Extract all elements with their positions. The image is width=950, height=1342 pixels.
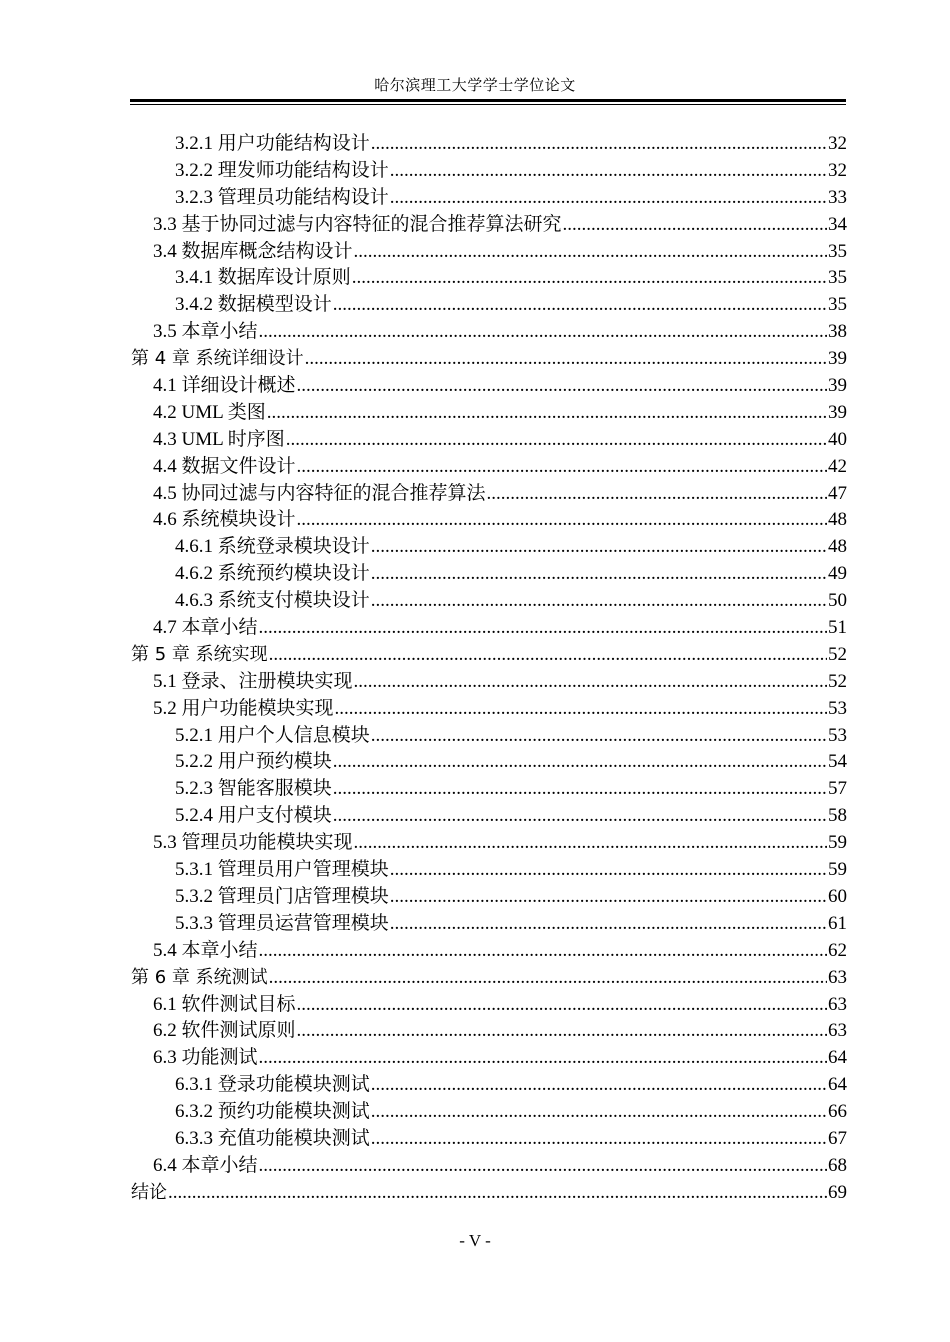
toc-entry[interactable] [131,938,847,965]
toc-entry[interactable] [131,1153,847,1180]
toc-entry-title: 3.3 基于协同过滤与内容特征的混合推荐算法研究 [153,213,562,235]
toc-entry[interactable] [131,803,847,830]
toc-dot-leader [371,1072,827,1099]
toc-entry-page: 67 [828,1127,847,1149]
toc-entry-title: 5.2 用户功能模块实现 [153,697,334,719]
toc-dot-leader [390,911,827,938]
toc-entry-page: 32 [828,133,847,154]
toc-entry-page: 35 [828,267,847,289]
toc-entry[interactable] [131,373,847,400]
toc-dot-leader [354,830,827,857]
toc-dot-leader [354,669,827,696]
toc-entry-title: 5.3.1 管理员用户管理模块 [175,859,389,881]
toc-dot-leader [352,265,827,292]
toc-entry-title: 6.3 功能测试 [153,1047,258,1069]
toc-entry-title: 5.3.2 管理员门店管理模块 [175,885,389,907]
header-rule-thin [130,104,846,105]
toc-dot-leader [333,292,827,319]
toc-entry-title: 4.3 UML 时序图 [153,428,285,450]
toc-entry-title: 6.1 软件测试目标 [153,993,296,1015]
toc-entry-title: 6.3.3 充值功能模块测试 [175,1127,370,1149]
toc-entry[interactable] [131,696,847,723]
toc-entry[interactable] [131,239,847,266]
toc-entry-page: 64 [828,1047,847,1069]
toc-entry[interactable] [131,669,847,696]
toc-dot-leader [269,965,827,992]
toc-entry-page: 38 [828,321,847,343]
toc-entry-page: 60 [828,885,847,907]
toc-entry-title: 6.2 软件测试原则 [153,1020,296,1042]
toc-entry-page: 39 [828,401,847,423]
toc-dot-leader [333,749,827,776]
toc-dot-leader [168,1180,827,1207]
toc-dot-leader [371,588,827,615]
toc-entry-page: 39 [828,348,847,370]
toc-entry[interactable] [131,1126,847,1153]
toc-entry-title: 4.6.3 系统支付模块设计 [175,590,370,612]
toc-dot-leader [286,427,827,454]
toc-entry[interactable] [131,1018,847,1045]
toc-entry-title: 第 4 章 系统详细设计 [131,348,304,370]
toc-entry-title: 5.4 本章小结 [153,939,258,961]
toc-entry-title: 3.5 本章小结 [153,321,258,343]
toc-dot-leader [390,185,827,212]
toc-entry-page: 54 [828,751,847,773]
toc-dot-leader [371,561,827,588]
toc-dot-leader [259,615,827,642]
toc-entry-page: 33 [828,186,847,208]
toc-dot-leader [259,319,827,346]
toc-entry-page: 42 [828,455,847,477]
toc-entry-page: 48 [828,536,847,558]
toc-entry-title: 4.5 协同过滤与内容特征的混合推荐算法 [153,482,486,504]
toc-chapter-entry[interactable] [131,965,847,992]
toc-entry-title: 4.6 系统模块设计 [153,509,296,531]
toc-entry-title: 3.2.3 管理员功能结构设计 [175,186,389,208]
toc-chapter-entry[interactable] [131,642,847,669]
toc-entry-title: 第 5 章 系统实现 [131,643,268,665]
toc-dot-leader [354,239,827,266]
toc-entry-page: 63 [828,1020,847,1042]
toc-entry[interactable] [131,534,847,561]
toc-entry-page: 40 [828,428,847,450]
toc-entry[interactable] [131,265,847,292]
toc-entry-title: 3.4.1 数据库设计原则 [175,267,351,289]
toc-entry[interactable] [131,723,847,750]
toc-entry-title: 5.3 管理员功能模块实现 [153,832,353,854]
toc-dot-leader [371,723,827,750]
toc-entry-title: 3.2.2 理发师功能结构设计 [175,159,389,181]
toc-entry-title: 5.2.3 智能客服模块 [175,778,332,800]
toc-entry-title: 4.7 本章小结 [153,617,258,639]
toc-entry-title: 3.2.1 用户功能结构设计 [175,133,370,154]
toc-entry-page: 50 [828,590,847,612]
toc-entry-page: 61 [828,912,847,934]
toc-dot-leader [269,642,827,669]
toc-entry[interactable] [131,588,847,615]
toc-entry[interactable] [131,185,847,212]
toc-entry-title: 5.2.1 用户个人信息模块 [175,724,370,746]
toc-entry-page: 32 [828,159,847,181]
running-header: 哈尔滨理工大学学士学位论文 [374,78,576,94]
toc-entry[interactable] [131,454,847,481]
toc-entry-title: 5.2.2 用户预约模块 [175,751,332,773]
toc-entry-page: 63 [828,966,847,988]
toc-dot-leader [297,1018,827,1045]
toc-entry-page: 48 [828,509,847,531]
toc-dot-leader [371,1099,827,1126]
toc-entry[interactable] [131,481,847,508]
toc-entry-title: 4.2 UML 类图 [153,401,266,423]
toc-entry[interactable] [131,749,847,776]
toc-entry[interactable] [131,427,847,454]
toc-entry-title: 第 6 章 系统测试 [131,966,268,988]
toc-entry-page: 47 [828,482,847,504]
toc-entry-page: 53 [828,697,847,719]
toc-entry-page: 49 [828,563,847,585]
page-number: - V - [459,1231,491,1250]
toc-entry[interactable] [131,131,847,158]
toc-entry-page: 59 [828,832,847,854]
toc-dot-leader [390,884,827,911]
toc-entry[interactable] [131,1099,847,1126]
toc-entry[interactable] [131,400,847,427]
toc-entry-title: 5.2.4 用户支付模块 [175,805,332,827]
toc-entry[interactable] [131,292,847,319]
toc-entry[interactable] [131,857,847,884]
toc-dot-leader [390,158,827,185]
toc-entry[interactable] [131,1045,847,1072]
toc-entry-title: 结论 [131,1181,167,1203]
toc-entry-title: 4.6.2 系统预约模块设计 [175,563,370,585]
toc-dot-leader [487,481,827,508]
toc-entry[interactable] [131,1072,847,1099]
toc-entry[interactable] [131,911,847,938]
toc-entry-page: 62 [828,939,847,961]
toc-dot-leader [297,507,827,534]
toc-entry[interactable] [131,615,847,642]
toc-entry[interactable] [131,830,847,857]
toc-dot-leader [297,373,827,400]
toc-dot-leader [297,992,827,1019]
toc-entry[interactable] [131,158,847,185]
toc-entry-page: 63 [828,993,847,1015]
toc-dot-leader [297,454,827,481]
toc-entry-page: 57 [828,778,847,800]
toc-entry-title: 3.4 数据库概念结构设计 [153,240,353,262]
toc-entry-page: 59 [828,859,847,881]
toc-entry[interactable] [131,212,847,239]
toc-entry-page: 52 [828,643,847,665]
toc-entry-title: 5.3.3 管理员运营管理模块 [175,912,389,934]
toc-entry-title: 4.4 数据文件设计 [153,455,296,477]
toc-entry-page: 66 [828,1101,847,1123]
toc-dot-leader [259,1045,827,1072]
toc-entry-title: 6.4 本章小结 [153,1154,258,1176]
toc-entry-title: 4.1 详细设计概述 [153,375,296,397]
toc-entry-page: 51 [828,617,847,639]
toc-entry-page: 58 [828,805,847,827]
toc-entry-page: 53 [828,724,847,746]
toc-entry-page: 68 [828,1154,847,1176]
toc-chapter-entry[interactable] [131,1180,847,1207]
toc-entry-page: 35 [828,240,847,262]
toc-entry-page: 34 [828,213,847,235]
toc-entry[interactable] [131,507,847,534]
table-of-contents [131,131,847,1207]
toc-entry-page: 39 [828,375,847,397]
toc-entry-page: 64 [828,1074,847,1096]
toc-entry-title: 4.6.1 系统登录模块设计 [175,536,370,558]
toc-entry[interactable] [131,319,847,346]
toc-dot-leader [390,857,827,884]
toc-entry-page: 69 [828,1181,847,1203]
toc-dot-leader [333,803,827,830]
toc-entry-title: 6.3.2 预约功能模块测试 [175,1101,370,1123]
toc-entry-page: 52 [828,670,847,692]
toc-chapter-entry[interactable] [131,346,847,373]
toc-entry[interactable] [131,776,847,803]
toc-dot-leader [267,400,827,427]
toc-entry[interactable] [131,884,847,911]
toc-dot-leader [371,1126,827,1153]
toc-dot-leader [259,1153,827,1180]
toc-dot-leader [305,346,827,373]
toc-entry-title: 6.3.1 登录功能模块测试 [175,1074,370,1096]
toc-entry-title: 5.1 登录、注册模块实现 [153,670,353,692]
toc-entry-page: 35 [828,294,847,316]
toc-dot-leader [333,776,827,803]
toc-dot-leader [371,534,827,561]
toc-dot-leader [335,696,827,723]
toc-dot-leader [259,938,827,965]
toc-dot-leader [563,212,827,239]
toc-entry-title: 3.4.2 数据模型设计 [175,294,332,316]
toc-entry[interactable] [131,561,847,588]
toc-entry[interactable] [131,992,847,1019]
toc-dot-leader [371,131,827,158]
header-rule-thick [130,99,846,102]
